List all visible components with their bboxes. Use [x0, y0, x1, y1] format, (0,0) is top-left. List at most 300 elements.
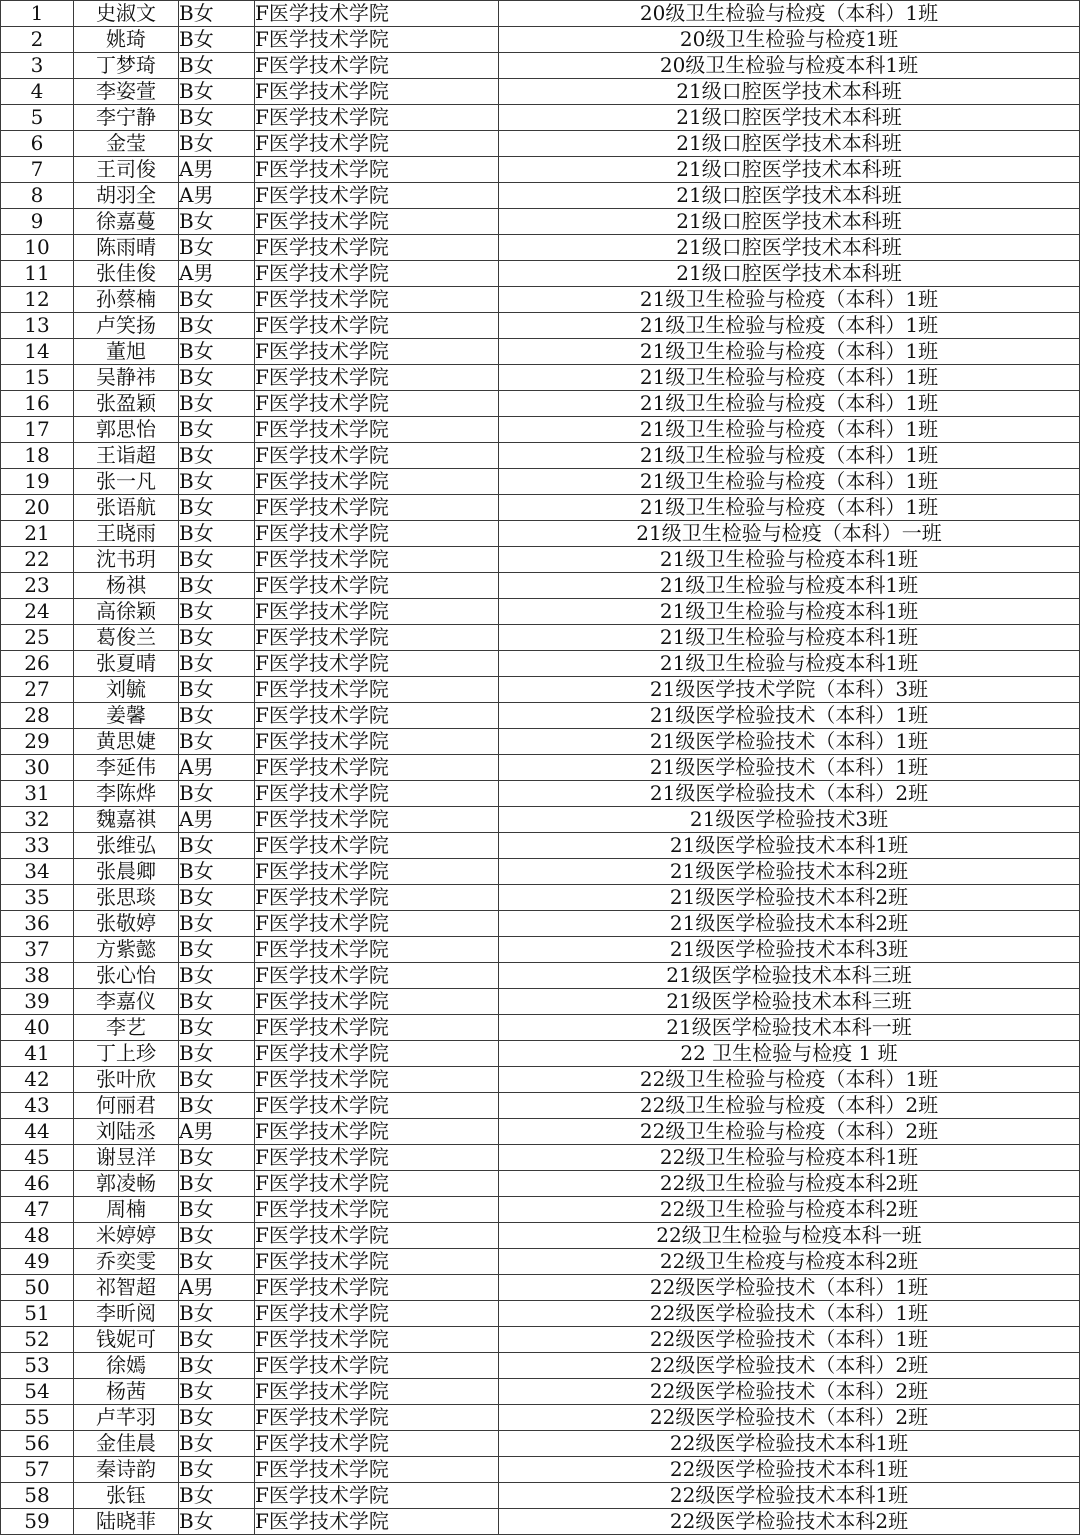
row-number-cell: 3 — [1, 53, 74, 79]
row-number-cell: 30 — [1, 755, 74, 781]
student-name-cell: 杨祺 — [74, 573, 179, 599]
college-name-cell: F医学技术学院 — [255, 183, 499, 209]
class-name-cell: 22级医学检验技术本科1班 — [499, 1457, 1080, 1483]
college-name-cell: F医学技术学院 — [255, 1353, 499, 1379]
college-name-cell: F医学技术学院 — [255, 1041, 499, 1067]
student-gender-cell: B女 — [179, 1223, 255, 1249]
college-name-cell: F医学技术学院 — [255, 1171, 499, 1197]
class-name-cell: 21级医学检验技术本科2班 — [499, 885, 1080, 911]
student-name-cell: 张敬婷 — [74, 911, 179, 937]
student-name-cell: 李昕阅 — [74, 1301, 179, 1327]
class-name-cell: 21级口腔医学技术本科班 — [499, 105, 1080, 131]
student-name-cell: 米婷婷 — [74, 1223, 179, 1249]
class-name-cell: 21级医学检验技术（本科）1班 — [499, 703, 1080, 729]
student-gender-cell: B女 — [179, 521, 255, 547]
student-name-cell: 张语航 — [74, 495, 179, 521]
college-name-cell: F医学技术学院 — [255, 1, 499, 27]
student-gender-cell: B女 — [179, 989, 255, 1015]
class-name-cell: 21级医学检验技术本科三班 — [499, 989, 1080, 1015]
college-name-cell: F医学技术学院 — [255, 781, 499, 807]
student-name-cell: 杨茜 — [74, 1379, 179, 1405]
class-name-cell: 21级口腔医学技术本科班 — [499, 235, 1080, 261]
student-gender-cell: A男 — [179, 1275, 255, 1301]
class-name-cell: 22级卫生检验与检疫本科2班 — [499, 1171, 1080, 1197]
row-number-cell: 12 — [1, 287, 74, 313]
row-number-cell: 44 — [1, 1119, 74, 1145]
student-name-cell: 张夏晴 — [74, 651, 179, 677]
student-name-cell: 卢芊羽 — [74, 1405, 179, 1431]
row-number-cell: 34 — [1, 859, 74, 885]
class-name-cell: 21级医学检验技术（本科）1班 — [499, 729, 1080, 755]
table-row — [1, 521, 1080, 547]
table-row — [1, 703, 1080, 729]
table-row — [1, 27, 1080, 53]
college-name-cell: F医学技术学院 — [255, 1379, 499, 1405]
class-name-cell: 22级医学检验技术（本科）2班 — [499, 1353, 1080, 1379]
student-gender-cell: B女 — [179, 573, 255, 599]
row-number-cell: 48 — [1, 1223, 74, 1249]
student-name-cell: 李嘉仪 — [74, 989, 179, 1015]
table-row — [1, 833, 1080, 859]
table-row — [1, 183, 1080, 209]
row-number-cell: 24 — [1, 599, 74, 625]
college-name-cell: F医学技术学院 — [255, 859, 499, 885]
college-name-cell: F医学技术学院 — [255, 937, 499, 963]
table-row — [1, 261, 1080, 287]
college-name-cell: F医学技术学院 — [255, 1197, 499, 1223]
student-gender-cell: B女 — [179, 625, 255, 651]
student-gender-cell: B女 — [179, 599, 255, 625]
student-name-cell: 吴静祎 — [74, 365, 179, 391]
row-number-cell: 42 — [1, 1067, 74, 1093]
college-name-cell: F医学技术学院 — [255, 703, 499, 729]
table-row — [1, 339, 1080, 365]
table-row — [1, 131, 1080, 157]
college-name-cell: F医学技术学院 — [255, 417, 499, 443]
student-name-cell: 胡羽全 — [74, 183, 179, 209]
table-row — [1, 79, 1080, 105]
class-name-cell: 20级卫生检验与检疫本科1班 — [499, 53, 1080, 79]
student-gender-cell: B女 — [179, 417, 255, 443]
table-row — [1, 235, 1080, 261]
student-name-cell: 秦诗韵 — [74, 1457, 179, 1483]
student-name-cell: 魏嘉祺 — [74, 807, 179, 833]
college-name-cell: F医学技术学院 — [255, 1405, 499, 1431]
class-name-cell: 21级卫生检验与检疫（本科）1班 — [499, 469, 1080, 495]
row-number-cell: 52 — [1, 1327, 74, 1353]
student-gender-cell: B女 — [179, 1431, 255, 1457]
row-number-cell: 51 — [1, 1301, 74, 1327]
student-gender-cell: B女 — [179, 1457, 255, 1483]
student-name-cell: 黄思婕 — [74, 729, 179, 755]
table-row — [1, 781, 1080, 807]
table-row — [1, 1379, 1080, 1405]
student-gender-cell: B女 — [179, 131, 255, 157]
class-name-cell: 22级医学检验技术（本科）1班 — [499, 1301, 1080, 1327]
college-name-cell: F医学技术学院 — [255, 755, 499, 781]
college-name-cell: F医学技术学院 — [255, 469, 499, 495]
table-row — [1, 1, 1080, 27]
college-name-cell: F医学技术学院 — [255, 989, 499, 1015]
college-name-cell: F医学技术学院 — [255, 547, 499, 573]
student-gender-cell: B女 — [179, 703, 255, 729]
student-gender-cell: A男 — [179, 261, 255, 287]
student-name-cell: 金莹 — [74, 131, 179, 157]
class-name-cell: 22级卫生检验与检疫（本科）1班 — [499, 1067, 1080, 1093]
row-number-cell: 37 — [1, 937, 74, 963]
table-row — [1, 989, 1080, 1015]
table-row — [1, 937, 1080, 963]
table-row — [1, 859, 1080, 885]
table-row — [1, 1353, 1080, 1379]
student-name-cell: 葛俊兰 — [74, 625, 179, 651]
row-number-cell: 2 — [1, 27, 74, 53]
row-number-cell: 17 — [1, 417, 74, 443]
student-name-cell: 姜馨 — [74, 703, 179, 729]
student-name-cell: 王司俊 — [74, 157, 179, 183]
row-number-cell: 54 — [1, 1379, 74, 1405]
college-name-cell: F医学技术学院 — [255, 27, 499, 53]
student-name-cell: 张思琰 — [74, 885, 179, 911]
student-gender-cell: B女 — [179, 209, 255, 235]
row-number-cell: 4 — [1, 79, 74, 105]
row-number-cell: 46 — [1, 1171, 74, 1197]
row-number-cell: 28 — [1, 703, 74, 729]
class-name-cell: 22级医学检验技术本科1班 — [499, 1483, 1080, 1509]
college-name-cell: F医学技术学院 — [255, 339, 499, 365]
class-name-cell: 21级口腔医学技术本科班 — [499, 209, 1080, 235]
student-name-cell: 郭思怡 — [74, 417, 179, 443]
student-name-cell: 张一凡 — [74, 469, 179, 495]
table-row — [1, 755, 1080, 781]
table-row — [1, 651, 1080, 677]
table-row — [1, 1301, 1080, 1327]
class-name-cell: 21级医学检验技术3班 — [499, 807, 1080, 833]
class-name-cell: 21级卫生检验与检疫（本科）一班 — [499, 521, 1080, 547]
row-number-cell: 23 — [1, 573, 74, 599]
student-name-cell: 郭凌畅 — [74, 1171, 179, 1197]
class-name-cell: 21级卫生检验与检疫本科1班 — [499, 599, 1080, 625]
class-name-cell: 21级医学检验技术本科2班 — [499, 911, 1080, 937]
student-gender-cell: B女 — [179, 105, 255, 131]
student-name-cell: 高徐颖 — [74, 599, 179, 625]
student-gender-cell: B女 — [179, 53, 255, 79]
student-gender-cell: B女 — [179, 27, 255, 53]
student-gender-cell: B女 — [179, 1379, 255, 1405]
student-name-cell: 史淑文 — [74, 1, 179, 27]
college-name-cell: F医学技术学院 — [255, 1301, 499, 1327]
row-number-cell: 43 — [1, 1093, 74, 1119]
row-number-cell: 49 — [1, 1249, 74, 1275]
college-name-cell: F医学技术学院 — [255, 677, 499, 703]
college-name-cell: F医学技术学院 — [255, 885, 499, 911]
student-gender-cell: B女 — [179, 859, 255, 885]
table-row — [1, 807, 1080, 833]
student-gender-cell: B女 — [179, 1301, 255, 1327]
class-name-cell: 21级卫生检验与检疫本科1班 — [499, 573, 1080, 599]
student-gender-cell: B女 — [179, 1, 255, 27]
college-name-cell: F医学技术学院 — [255, 53, 499, 79]
class-name-cell: 21级卫生检验与检疫（本科）1班 — [499, 339, 1080, 365]
table-row — [1, 1093, 1080, 1119]
student-gender-cell: A男 — [179, 183, 255, 209]
student-gender-cell: B女 — [179, 885, 255, 911]
class-name-cell: 22级医学检验技术（本科）2班 — [499, 1405, 1080, 1431]
class-name-cell: 21级卫生检验与检疫本科1班 — [499, 625, 1080, 651]
row-number-cell: 13 — [1, 313, 74, 339]
student-name-cell: 孙蔡楠 — [74, 287, 179, 313]
class-name-cell: 21级卫生检验与检疫（本科）1班 — [499, 495, 1080, 521]
table-body — [1, 1, 1080, 1535]
student-gender-cell: B女 — [179, 235, 255, 261]
college-name-cell: F医学技术学院 — [255, 1119, 499, 1145]
student-name-cell: 陆晓菲 — [74, 1509, 179, 1535]
student-name-cell: 丁梦琦 — [74, 53, 179, 79]
college-name-cell: F医学技术学院 — [255, 1015, 499, 1041]
student-name-cell: 李陈烨 — [74, 781, 179, 807]
student-name-cell: 卢笑扬 — [74, 313, 179, 339]
table-row — [1, 157, 1080, 183]
student-name-cell: 徐嫣 — [74, 1353, 179, 1379]
class-name-cell: 22级卫生检验与检疫本科2班 — [499, 1197, 1080, 1223]
college-name-cell: F医学技术学院 — [255, 833, 499, 859]
college-name-cell: F医学技术学院 — [255, 495, 499, 521]
student-name-cell: 王晓雨 — [74, 521, 179, 547]
college-name-cell: F医学技术学院 — [255, 1249, 499, 1275]
college-name-cell: F医学技术学院 — [255, 521, 499, 547]
row-number-cell: 15 — [1, 365, 74, 391]
class-name-cell: 21级卫生检验与检疫（本科）1班 — [499, 417, 1080, 443]
college-name-cell: F医学技术学院 — [255, 1483, 499, 1509]
college-name-cell: F医学技术学院 — [255, 1223, 499, 1249]
college-name-cell: F医学技术学院 — [255, 911, 499, 937]
table-row — [1, 53, 1080, 79]
table-row — [1, 1223, 1080, 1249]
table-row — [1, 365, 1080, 391]
student-gender-cell: A男 — [179, 755, 255, 781]
student-gender-cell: B女 — [179, 1145, 255, 1171]
class-name-cell: 21级卫生检验与检疫（本科）1班 — [499, 365, 1080, 391]
college-name-cell: F医学技术学院 — [255, 105, 499, 131]
student-gender-cell: B女 — [179, 911, 255, 937]
table-row — [1, 1431, 1080, 1457]
class-name-cell: 21级卫生检验与检疫本科1班 — [499, 547, 1080, 573]
table-row — [1, 1327, 1080, 1353]
student-gender-cell: B女 — [179, 963, 255, 989]
class-name-cell: 22级卫生检验与检疫本科1班 — [499, 1145, 1080, 1171]
student-gender-cell: B女 — [179, 1327, 255, 1353]
row-number-cell: 50 — [1, 1275, 74, 1301]
class-name-cell: 21级卫生检验与检疫（本科）1班 — [499, 443, 1080, 469]
student-gender-cell: B女 — [179, 1249, 255, 1275]
student-name-cell: 陈雨晴 — [74, 235, 179, 261]
class-name-cell: 21级口腔医学技术本科班 — [499, 79, 1080, 105]
row-number-cell: 5 — [1, 105, 74, 131]
class-name-cell: 22级医学检验技术（本科）2班 — [499, 1379, 1080, 1405]
class-name-cell: 21级医学检验技术本科一班 — [499, 1015, 1080, 1041]
student-gender-cell: B女 — [179, 1405, 255, 1431]
table-row — [1, 469, 1080, 495]
class-name-cell: 21级医学检验技术（本科）1班 — [499, 755, 1080, 781]
row-number-cell: 11 — [1, 261, 74, 287]
student-gender-cell: B女 — [179, 1353, 255, 1379]
student-gender-cell: B女 — [179, 833, 255, 859]
row-number-cell: 33 — [1, 833, 74, 859]
student-name-cell: 张晨卿 — [74, 859, 179, 885]
college-name-cell: F医学技术学院 — [255, 287, 499, 313]
student-gender-cell: B女 — [179, 729, 255, 755]
college-name-cell: F医学技术学院 — [255, 573, 499, 599]
student-name-cell: 李宁静 — [74, 105, 179, 131]
student-gender-cell: B女 — [179, 1509, 255, 1535]
table-row — [1, 391, 1080, 417]
row-number-cell: 20 — [1, 495, 74, 521]
student-gender-cell: B女 — [179, 495, 255, 521]
college-name-cell: F医学技术学院 — [255, 157, 499, 183]
row-number-cell: 10 — [1, 235, 74, 261]
row-number-cell: 39 — [1, 989, 74, 1015]
student-gender-cell: B女 — [179, 1197, 255, 1223]
class-name-cell: 22级医学检验技术（本科）1班 — [499, 1275, 1080, 1301]
student-name-cell: 何丽君 — [74, 1093, 179, 1119]
student-gender-cell: B女 — [179, 1067, 255, 1093]
college-name-cell: F医学技术学院 — [255, 391, 499, 417]
college-name-cell: F医学技术学院 — [255, 79, 499, 105]
student-gender-cell: A男 — [179, 157, 255, 183]
class-name-cell: 21级卫生检验与检疫（本科）1班 — [499, 391, 1080, 417]
class-name-cell: 21级医学检验技术本科3班 — [499, 937, 1080, 963]
student-name-cell: 丁上珍 — [74, 1041, 179, 1067]
college-name-cell: F医学技术学院 — [255, 235, 499, 261]
table-row — [1, 911, 1080, 937]
student-gender-cell: B女 — [179, 781, 255, 807]
class-name-cell: 20级卫生检验与检疫（本科）1班 — [499, 1, 1080, 27]
class-name-cell: 21级口腔医学技术本科班 — [499, 261, 1080, 287]
class-name-cell: 21级口腔医学技术本科班 — [499, 131, 1080, 157]
class-name-cell: 21级医学技术学院（本科）3班 — [499, 677, 1080, 703]
table-row — [1, 547, 1080, 573]
student-name-cell: 方紫懿 — [74, 937, 179, 963]
college-name-cell: F医学技术学院 — [255, 1275, 499, 1301]
college-name-cell: F医学技术学院 — [255, 1327, 499, 1353]
college-name-cell: F医学技术学院 — [255, 1457, 499, 1483]
student-gender-cell: B女 — [179, 339, 255, 365]
row-number-cell: 32 — [1, 807, 74, 833]
student-gender-cell: B女 — [179, 1483, 255, 1509]
row-number-cell: 19 — [1, 469, 74, 495]
student-gender-cell: B女 — [179, 443, 255, 469]
row-number-cell: 38 — [1, 963, 74, 989]
row-number-cell: 56 — [1, 1431, 74, 1457]
table-row — [1, 599, 1080, 625]
college-name-cell: F医学技术学院 — [255, 1067, 499, 1093]
table-row — [1, 573, 1080, 599]
table-row — [1, 1171, 1080, 1197]
class-name-cell: 21级卫生检验与检疫（本科）1班 — [499, 287, 1080, 313]
table-row — [1, 677, 1080, 703]
row-number-cell: 22 — [1, 547, 74, 573]
student-name-cell: 谢昱洋 — [74, 1145, 179, 1171]
table-row — [1, 1509, 1080, 1535]
student-name-cell: 姚琦 — [74, 27, 179, 53]
table-row — [1, 1197, 1080, 1223]
row-number-cell: 16 — [1, 391, 74, 417]
college-name-cell: F医学技术学院 — [255, 963, 499, 989]
table-row — [1, 209, 1080, 235]
row-number-cell: 14 — [1, 339, 74, 365]
college-name-cell: F医学技术学院 — [255, 807, 499, 833]
student-name-cell: 王诣超 — [74, 443, 179, 469]
student-name-cell: 张盈颖 — [74, 391, 179, 417]
student-name-cell: 李延伟 — [74, 755, 179, 781]
student-name-cell: 徐嘉蔓 — [74, 209, 179, 235]
college-name-cell: F医学技术学院 — [255, 1509, 499, 1535]
student-name-cell: 乔奕雯 — [74, 1249, 179, 1275]
student-name-cell: 钱妮可 — [74, 1327, 179, 1353]
class-name-cell: 22级卫生检疫与检疫本科2班 — [499, 1249, 1080, 1275]
class-name-cell: 21级医学检验技术本科2班 — [499, 859, 1080, 885]
student-gender-cell: B女 — [179, 677, 255, 703]
student-name-cell: 张佳俊 — [74, 261, 179, 287]
table-row — [1, 495, 1080, 521]
college-name-cell: F医学技术学院 — [255, 599, 499, 625]
row-number-cell: 55 — [1, 1405, 74, 1431]
table-row — [1, 443, 1080, 469]
row-number-cell: 47 — [1, 1197, 74, 1223]
college-name-cell: F医学技术学院 — [255, 1431, 499, 1457]
student-gender-cell: B女 — [179, 1093, 255, 1119]
student-name-cell: 金佳晨 — [74, 1431, 179, 1457]
row-number-cell: 35 — [1, 885, 74, 911]
row-number-cell: 21 — [1, 521, 74, 547]
table-row — [1, 105, 1080, 131]
table-row — [1, 1483, 1080, 1509]
table-row — [1, 1405, 1080, 1431]
college-name-cell: F医学技术学院 — [255, 651, 499, 677]
class-name-cell: 22级卫生检验与检疫（本科）2班 — [499, 1119, 1080, 1145]
class-name-cell: 22 卫生检验与检疫 1 班 — [499, 1041, 1080, 1067]
row-number-cell: 8 — [1, 183, 74, 209]
student-name-cell: 李艺 — [74, 1015, 179, 1041]
student-name-cell: 刘陆丞 — [74, 1119, 179, 1145]
student-gender-cell: B女 — [179, 365, 255, 391]
student-gender-cell: B女 — [179, 313, 255, 339]
student-gender-cell: B女 — [179, 651, 255, 677]
class-name-cell: 22级卫生检验与检疫本科一班 — [499, 1223, 1080, 1249]
student-gender-cell: A男 — [179, 1119, 255, 1145]
row-number-cell: 29 — [1, 729, 74, 755]
college-name-cell: F医学技术学院 — [255, 365, 499, 391]
student-gender-cell: B女 — [179, 1171, 255, 1197]
student-name-cell: 张维弘 — [74, 833, 179, 859]
student-name-cell: 周楠 — [74, 1197, 179, 1223]
table-row — [1, 885, 1080, 911]
row-number-cell: 57 — [1, 1457, 74, 1483]
college-name-cell: F医学技术学院 — [255, 729, 499, 755]
college-name-cell: F医学技术学院 — [255, 131, 499, 157]
class-name-cell: 21级卫生检验与检疫（本科）1班 — [499, 313, 1080, 339]
row-number-cell: 53 — [1, 1353, 74, 1379]
college-name-cell: F医学技术学院 — [255, 625, 499, 651]
student-gender-cell: B女 — [179, 1015, 255, 1041]
table-row — [1, 729, 1080, 755]
student-name-cell: 董旭 — [74, 339, 179, 365]
class-name-cell: 21级卫生检验与检疫本科1班 — [499, 651, 1080, 677]
row-number-cell: 36 — [1, 911, 74, 937]
class-name-cell: 22级医学检验技术本科1班 — [499, 1431, 1080, 1457]
student-gender-cell: B女 — [179, 79, 255, 105]
college-name-cell: F医学技术学院 — [255, 261, 499, 287]
